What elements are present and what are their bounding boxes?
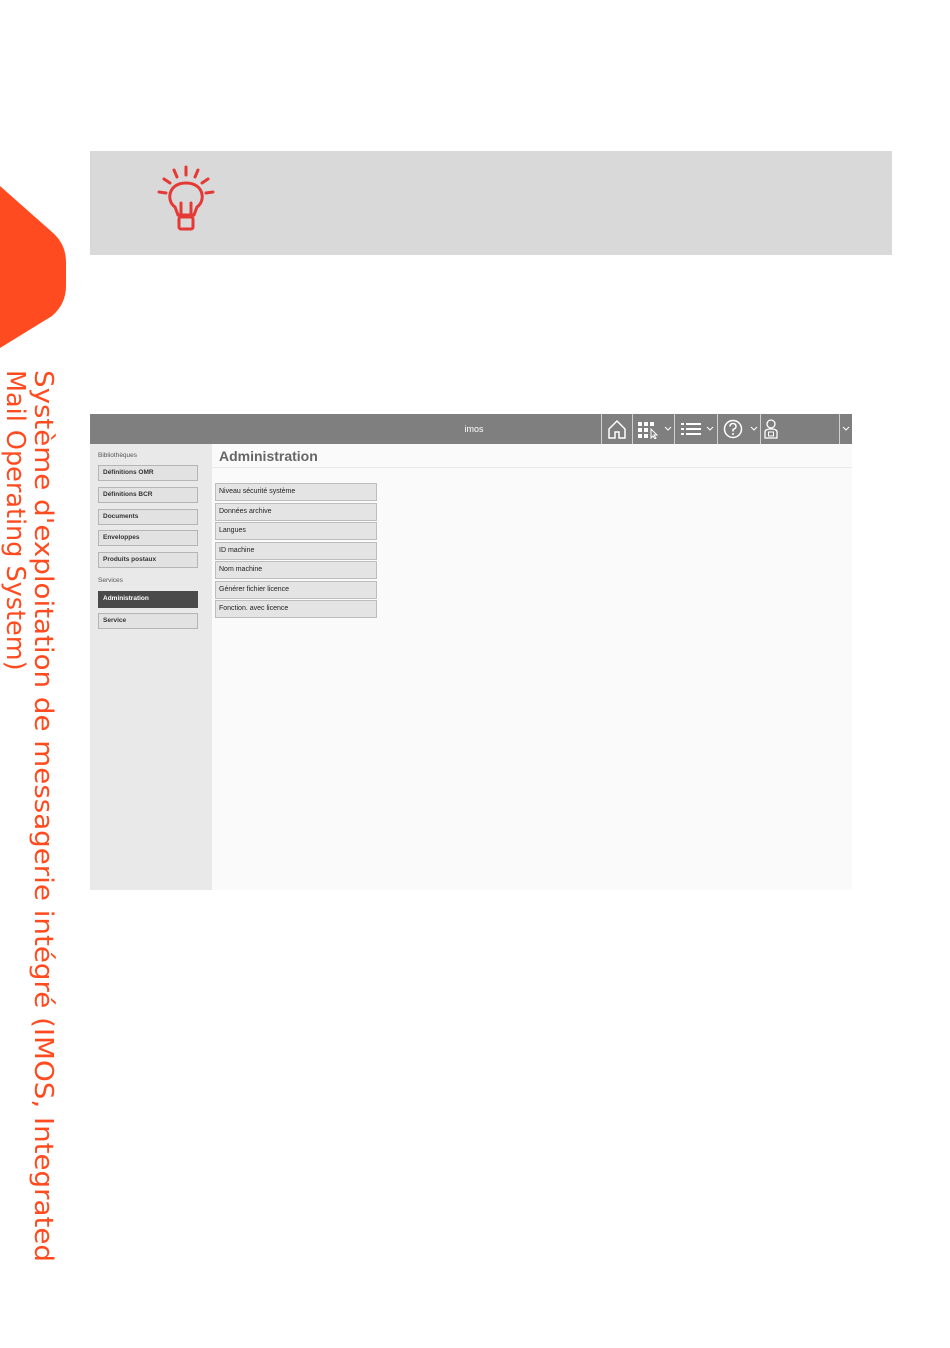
help-icon[interactable] <box>722 419 744 439</box>
menu-item-archive-data[interactable]: Données archive <box>215 503 377 521</box>
chapter-title-line1: Système d'exploitation de messagerie intégré (IMOS, Integrated <box>28 370 58 1192</box>
imos-screenshot <box>90 414 852 890</box>
chapter-title-line2: Mail Operating System) <box>0 370 30 671</box>
user-icon[interactable] <box>762 419 780 439</box>
chapter-tab <box>0 186 66 348</box>
sidebar-item-service[interactable]: Service <box>98 613 198 629</box>
sidebar-item-bcr[interactable]: Définitions BCR <box>98 487 198 503</box>
chapter-title <box>0 368 70 1268</box>
menu-item-machine-id[interactable]: ID machine <box>215 542 377 560</box>
sidebar-item-omr[interactable]: Définitions OMR <box>98 465 198 481</box>
menu-item-security-level[interactable]: Niveau sécurité système <box>215 483 377 501</box>
sidebar <box>90 444 212 890</box>
list-icon[interactable] <box>679 419 703 439</box>
sidebar-item-documents[interactable]: Documents <box>98 509 198 525</box>
section-services: Services <box>98 577 123 584</box>
apps-icon[interactable] <box>636 419 660 439</box>
sidebar-item-envelopes[interactable]: Enveloppes <box>98 530 198 546</box>
sidebar-item-postal-products[interactable]: Produits postaux <box>98 552 198 568</box>
list-chevron-down-icon[interactable] <box>706 422 714 436</box>
menu-item-licensed-features[interactable]: Fonction. avec licence <box>215 600 377 618</box>
sidebar-item-administration[interactable]: Administration <box>98 591 198 608</box>
section-libraries: Bibliothèques <box>98 452 138 459</box>
main-panel <box>212 444 852 890</box>
menu-item-machine-name[interactable]: Nom machine <box>215 561 377 579</box>
app-title: imos <box>464 424 484 434</box>
help-chevron-down-icon[interactable] <box>750 422 758 436</box>
menu-item-generate-license[interactable]: Générer fichier licence <box>215 581 377 599</box>
user-chevron-down-icon[interactable] <box>842 422 850 436</box>
top-bar <box>90 414 852 444</box>
page-title: Administration <box>219 448 318 464</box>
lightbulb-icon <box>156 165 216 235</box>
tip-box <box>90 151 892 255</box>
home-icon[interactable] <box>606 419 628 439</box>
apps-chevron-down-icon[interactable] <box>664 422 672 436</box>
menu-item-languages[interactable]: Langues <box>215 522 377 540</box>
